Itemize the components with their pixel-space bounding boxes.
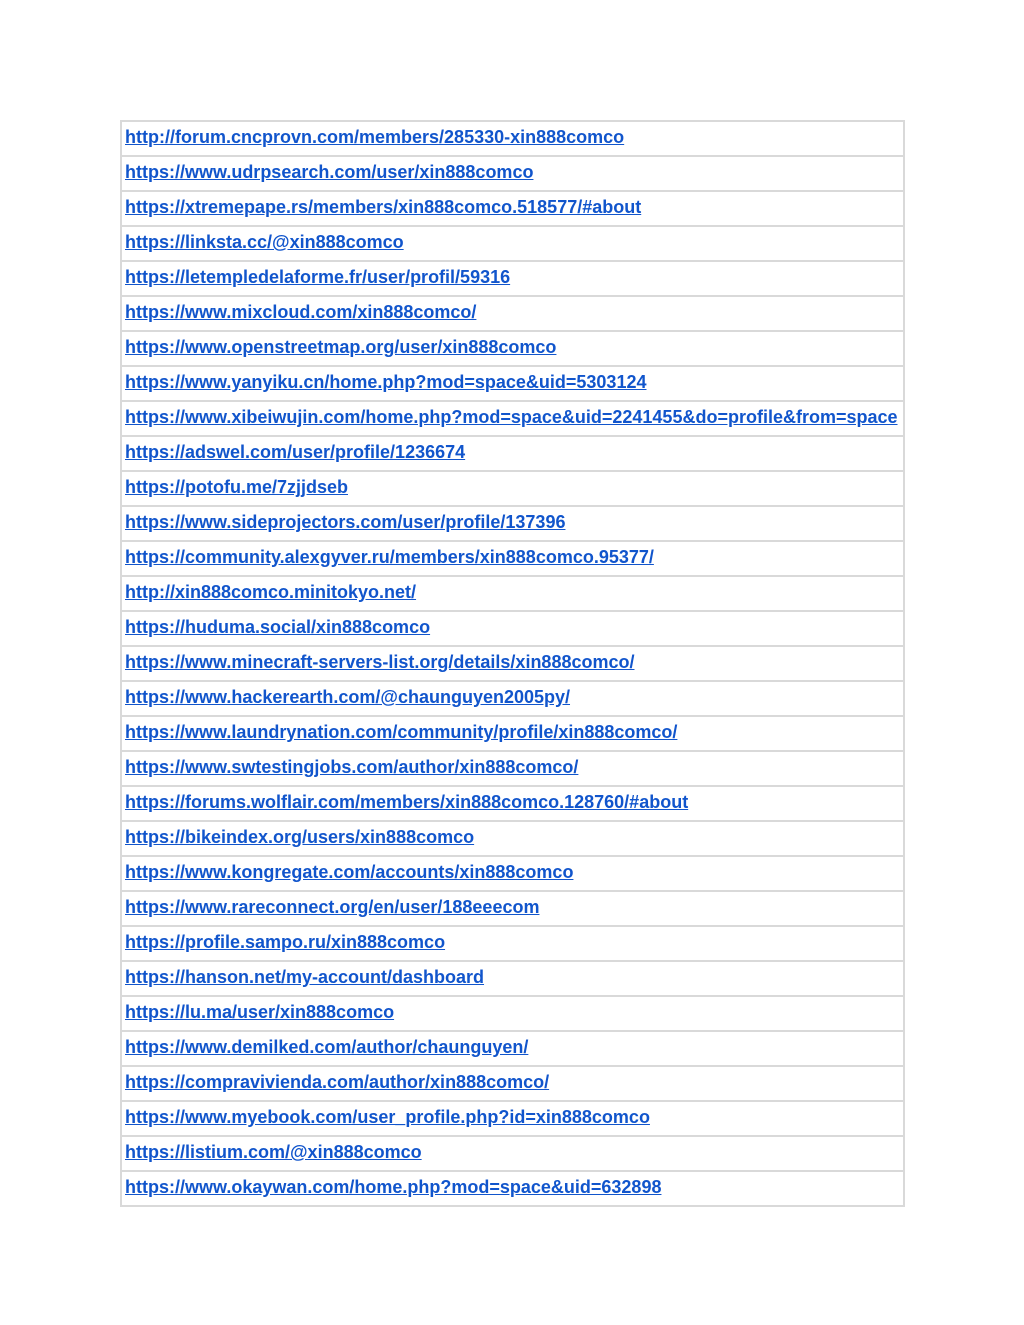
table-cell xyxy=(121,1101,904,1136)
links-table-body xyxy=(121,121,904,1206)
table-cell xyxy=(121,331,904,366)
table-row xyxy=(121,261,904,296)
table-cell xyxy=(121,1136,904,1171)
table-cell xyxy=(121,926,904,961)
table-cell xyxy=(121,961,904,996)
table-row xyxy=(121,891,904,926)
table-row xyxy=(121,1171,904,1206)
profile-link[interactable]: https://www.hackerearth.com/@chaunguyen2005py/ xyxy=(125,687,571,707)
table-cell xyxy=(121,681,904,716)
table-cell xyxy=(121,541,904,576)
table-cell xyxy=(121,471,904,506)
profile-link[interactable]: https://www.kongregate.com/accounts/xin888comco xyxy=(125,862,574,882)
table-cell xyxy=(121,436,904,471)
profile-link[interactable]: https://www.myebook.com/user_profile.php?id=xin888comco xyxy=(125,1107,650,1127)
profile-link[interactable]: https://www.openstreetmap.org/user/xin888comco xyxy=(125,337,557,357)
table-row xyxy=(121,436,904,471)
table-cell xyxy=(121,856,904,891)
table-row xyxy=(121,541,904,576)
table-cell xyxy=(121,401,904,436)
table-cell xyxy=(121,1031,904,1066)
profile-link[interactable]: https://linksta.cc/@xin888comco xyxy=(125,232,404,252)
links-table xyxy=(120,120,905,1207)
profile-link[interactable]: https://www.sideprojectors.com/user/profile/137396 xyxy=(125,512,566,532)
profile-link[interactable]: https://www.yanyiku.cn/home.php?mod=space&uid=5303124 xyxy=(125,372,647,392)
profile-link[interactable]: https://www.mixcloud.com/xin888comco/ xyxy=(125,302,477,322)
table-row xyxy=(121,296,904,331)
profile-link[interactable]: https://compravivienda.com/author/xin888comco/ xyxy=(125,1072,550,1092)
table-cell xyxy=(121,786,904,821)
table-row xyxy=(121,1031,904,1066)
table-row xyxy=(121,1066,904,1101)
table-row xyxy=(121,996,904,1031)
table-cell xyxy=(121,1171,904,1206)
table-cell xyxy=(121,891,904,926)
profile-link[interactable]: https://huduma.social/xin888comco xyxy=(125,617,431,637)
table-cell xyxy=(121,576,904,611)
table-cell xyxy=(121,191,904,226)
profile-link[interactable]: https://www.demilked.com/author/chaunguyen/ xyxy=(125,1037,529,1057)
profile-link[interactable]: https://potofu.me/7zjjdseb xyxy=(125,477,348,497)
table-cell xyxy=(121,506,904,541)
table-row xyxy=(121,156,904,191)
profile-link[interactable]: https://adswel.com/user/profile/1236674 xyxy=(125,442,466,462)
table-cell xyxy=(121,226,904,261)
table-row xyxy=(121,471,904,506)
profile-link[interactable]: https://forums.wolflair.com/members/xin888comco.128760/#about xyxy=(125,792,689,812)
profile-link[interactable]: https://www.okaywan.com/home.php?mod=space&uid=632898 xyxy=(125,1177,662,1197)
table-cell xyxy=(121,716,904,751)
table-cell xyxy=(121,156,904,191)
table-row xyxy=(121,751,904,786)
profile-link[interactable]: https://www.udrpsearch.com/user/xin888comco xyxy=(125,162,534,182)
profile-link[interactable]: http://xin888comco.minitokyo.net/ xyxy=(125,582,417,602)
table-row xyxy=(121,576,904,611)
table-row xyxy=(121,961,904,996)
profile-link[interactable]: https://community.alexgyver.ru/members/xin888comco.95377/ xyxy=(125,547,654,567)
table-row xyxy=(121,681,904,716)
profile-link[interactable]: http://forum.cncprovn.com/members/285330-xin888comco xyxy=(125,127,625,147)
table-row xyxy=(121,506,904,541)
profile-link[interactable]: https://www.rareconnect.org/en/user/188eeecom xyxy=(125,897,540,917)
table-row xyxy=(121,401,904,436)
table-cell xyxy=(121,751,904,786)
table-row xyxy=(121,786,904,821)
table-cell xyxy=(121,296,904,331)
profile-link[interactable]: https://letempledelaforme.fr/user/profil/59316 xyxy=(125,267,511,287)
profile-link[interactable]: https://bikeindex.org/users/xin888comco xyxy=(125,827,475,847)
table-row xyxy=(121,611,904,646)
table-row xyxy=(121,1136,904,1171)
table-row xyxy=(121,856,904,891)
table-row xyxy=(121,331,904,366)
profile-link[interactable]: https://xtremepape.rs/members/xin888comco.518577/#about xyxy=(125,197,642,217)
profile-link[interactable]: https://lu.ma/user/xin888comco xyxy=(125,1002,395,1022)
table-cell xyxy=(121,366,904,401)
profile-link[interactable]: https://www.laundrynation.com/community/profile/xin888comco/ xyxy=(125,722,678,742)
table-row xyxy=(121,716,904,751)
profile-link[interactable]: https://listium.com/@xin888comco xyxy=(125,1142,422,1162)
table-cell xyxy=(121,611,904,646)
table-row xyxy=(121,821,904,856)
table-cell xyxy=(121,1066,904,1101)
table-row xyxy=(121,121,904,156)
profile-link[interactable]: https://profile.sampo.ru/xin888comco xyxy=(125,932,446,952)
profile-link[interactable]: https://hanson.net/my-account/dashboard xyxy=(125,967,485,987)
table-cell xyxy=(121,121,904,156)
profile-link[interactable]: https://www.xibeiwujin.com/home.php?mod=space&uid=2241455&do=profile&from=space xyxy=(125,407,898,427)
table-row xyxy=(121,226,904,261)
table-row xyxy=(121,366,904,401)
profile-link[interactable]: https://www.swtestingjobs.com/author/xin888comco/ xyxy=(125,757,579,777)
table-cell xyxy=(121,821,904,856)
table-row xyxy=(121,191,904,226)
table-cell xyxy=(121,996,904,1031)
table-row xyxy=(121,926,904,961)
table-cell xyxy=(121,646,904,681)
table-cell xyxy=(121,261,904,296)
table-row xyxy=(121,646,904,681)
table-row xyxy=(121,1101,904,1136)
profile-link[interactable]: https://www.minecraft-servers-list.org/details/xin888comco/ xyxy=(125,652,635,672)
